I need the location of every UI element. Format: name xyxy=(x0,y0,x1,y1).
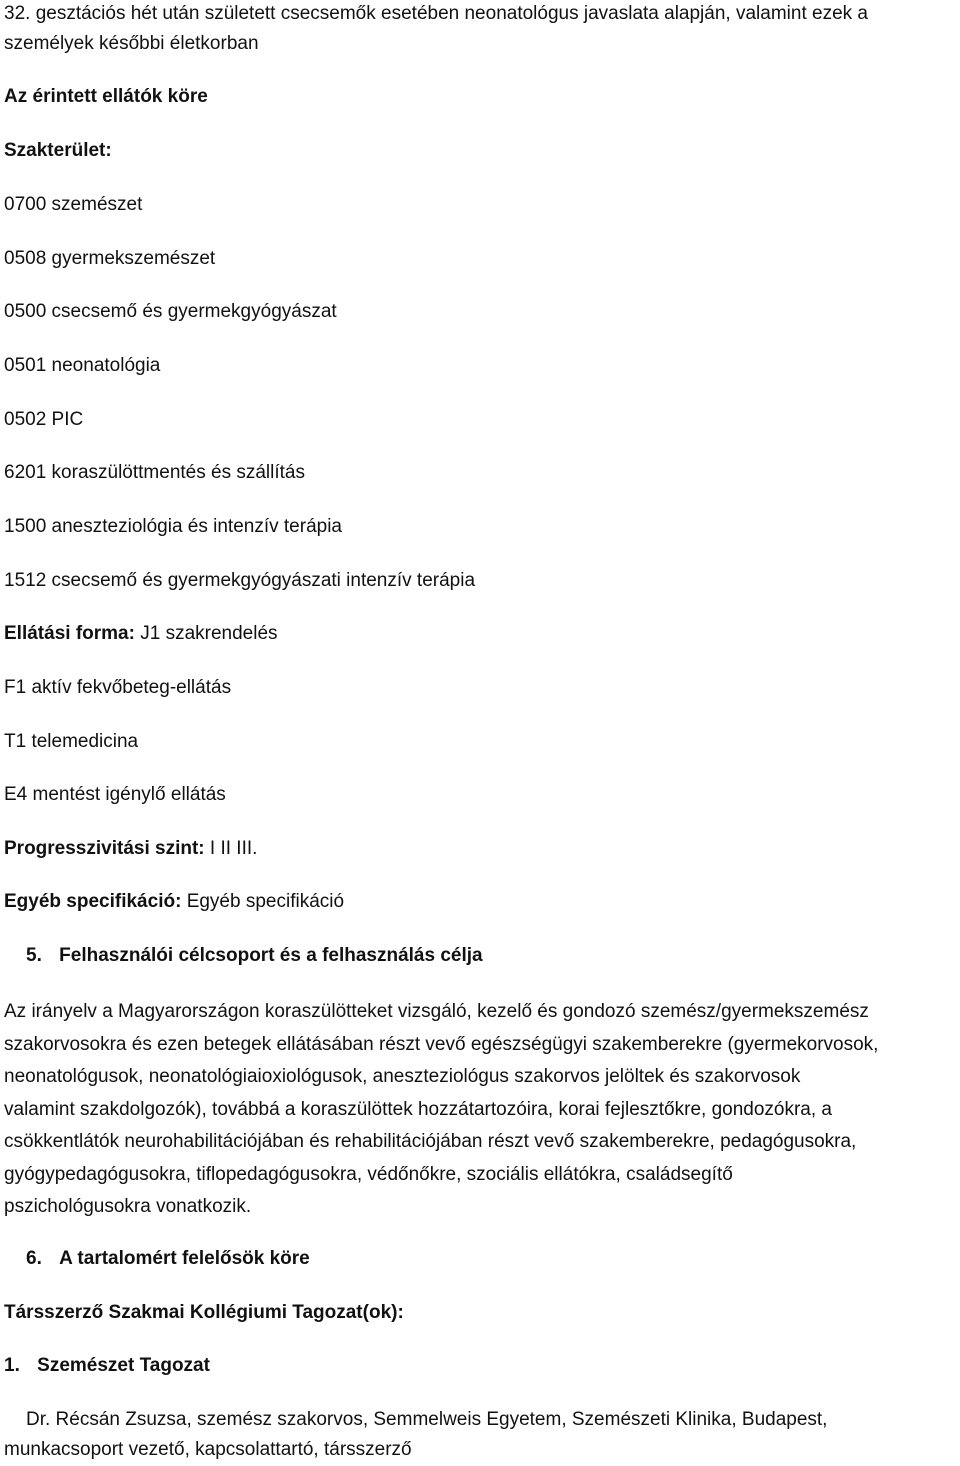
other-spec-label: Egyéb specifikáció: xyxy=(4,891,182,912)
progressivity-value: I II III. xyxy=(209,838,258,859)
paragraph-line: valamint szakdolgozók), továbbá a koraszülöttek hozzátartozóira, korai fejlesztőkre, gondozókra, a xyxy=(4,1098,832,1120)
paragraph-line: pszichológusokra vonatkozik. xyxy=(4,1196,252,1217)
paragraph-line: csökkentlátók neurohabilitációjában és rehabilitációjában részt vevő szakemberekre, pedagógusokra, xyxy=(4,1131,857,1152)
section-5-heading xyxy=(4,942,483,969)
progressivity-label: Progresszivitási szint: xyxy=(4,838,205,859)
section-title: Szemészet Tagozat xyxy=(37,1355,210,1376)
care-form-item: E4 mentést igénylő ellátás xyxy=(4,784,226,805)
progressivity-row xyxy=(4,835,257,862)
intro-line-2: személyek későbbi életkorban xyxy=(4,33,259,54)
paragraph-line: Az irányelv a Magyarországon koraszülötteket vizsgáló, kezelő és gondozó szemész/gyermekszemész xyxy=(4,1001,869,1022)
section-6-heading xyxy=(4,1245,310,1272)
section-number: 5. xyxy=(26,945,42,966)
specialty-heading: Szakterület: xyxy=(4,140,112,161)
author-line-1: Dr. Récsán Zsuzsa, szemész szakorvos, Semmelweis Egyetem, Szemészeti Klinika, Budapest, xyxy=(26,1409,828,1430)
specialty-item: 0502 PIC xyxy=(4,409,84,430)
intro-line-1: 32. gesztációs hét után született csecsemők esetében neonatológus javaslata alapján, valamint ezek a xyxy=(4,3,868,24)
section-title: A tartalomért felelősök köre xyxy=(59,1248,310,1269)
specialty-item: 1512 csecsemő és gyermekgyógyászati intenzív terápia xyxy=(4,570,476,591)
section-number: 6. xyxy=(26,1248,42,1269)
specialty-item: 1500 aneszteziológia és intenzív terápia xyxy=(4,516,343,537)
specialty-item: 0700 szemészet xyxy=(4,194,143,215)
section-5-paragraph xyxy=(4,996,956,1224)
specialty-item: 0501 neonatológia xyxy=(4,355,161,376)
specialty-item: 0508 gyermekszemészet xyxy=(4,248,216,269)
paragraph-line: gyógypedagógusokra, tiflopedagógusokra, védőnőkre, szociális ellátókra, családsegítő xyxy=(4,1163,733,1185)
care-form-item: F1 aktív fekvőbeteg-ellátás xyxy=(4,677,232,698)
author-line-2: munkacsoport vezető, kapcsolattartó, társszerző xyxy=(4,1439,412,1460)
care-form-item: J1 szakrendelés xyxy=(140,623,278,644)
paragraph-line: szakorvosokra és ezen betegek ellátásában részt vevő egészségügyi szakemberekre (gyermekorvosok, xyxy=(4,1033,879,1055)
paragraph-line: neonatológusok, neonatológiaioxiológusok, aneszteziológus szakorvos jelöltek és szakorvosok xyxy=(4,1066,801,1087)
care-form-item: T1 telemedicina xyxy=(4,731,139,752)
care-form-label: Ellátási forma: xyxy=(4,623,135,644)
specialty-item: 0500 csecsemő és gyermekgyógyászat xyxy=(4,301,337,322)
other-spec-row xyxy=(4,888,344,915)
scope-heading: Az érintett ellátók köre xyxy=(4,86,208,107)
specialty-item: 6201 koraszülöttmentés és szállítás xyxy=(4,462,305,483)
section-number: 1. xyxy=(4,1355,20,1376)
other-spec-value: Egyéb specifikáció xyxy=(186,891,345,912)
co-author-heading: Társszerző Szakmai Kollégiumi Tagozat(ok): xyxy=(4,1302,404,1323)
eye-section-heading xyxy=(4,1352,210,1379)
section-title: Felhasználói célcsoport és a felhasználás célja xyxy=(59,945,483,966)
care-form-row xyxy=(4,620,278,647)
